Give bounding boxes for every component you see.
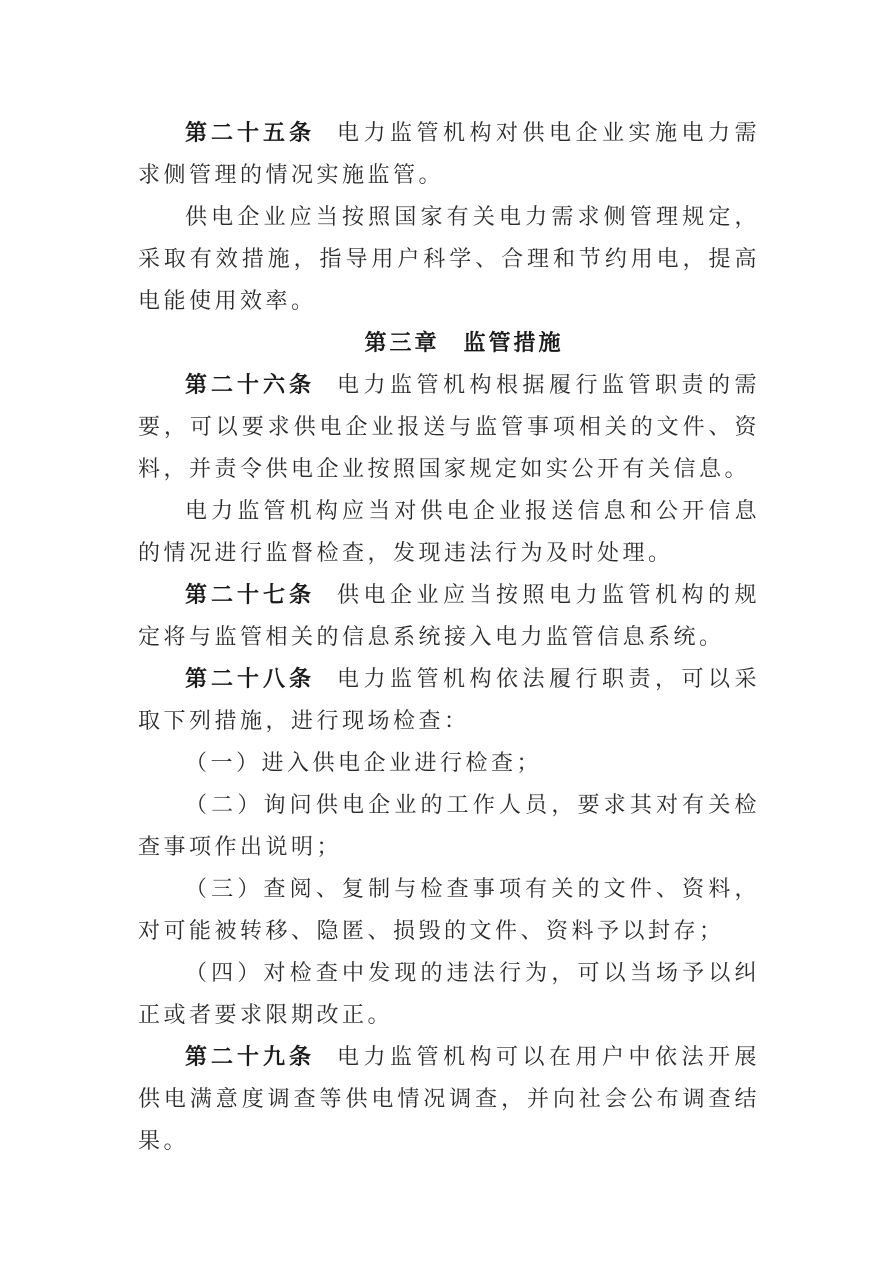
article-label: 第二十八条: [185, 667, 315, 692]
document-body: [138, 113, 760, 1163]
chapter-title: 监管措施: [463, 331, 564, 356]
article-text: 电力监管机构依法履行职责，可以采取下列措施，进行现场检查：: [138, 667, 760, 734]
list-item: （二）询问供电企业的工作人员，要求其对有关检查事项作出说明；: [138, 793, 760, 860]
article-label: 第二十九条: [185, 1045, 315, 1070]
article-text: 电力监管机构根据履行监管职责的需要，可以要求供电企业报送与监管事项相关的文件、资料，并责令供电企业按照国家规定如实公开有关信息。: [138, 373, 760, 482]
article-label: 第二十六条: [185, 373, 315, 398]
article-25: [138, 113, 760, 197]
paragraph: 供电企业应当按照国家有关电力需求侧管理规定，采取有效措施，指导用户科学、合理和节约用电，提高电能使用效率。: [138, 205, 760, 314]
article-label: 第二十五条: [185, 121, 315, 146]
article-text: 供电企业应当按照电力监管机构的规定将与监管相关的信息系统接入电力监管信息系统。: [138, 583, 760, 650]
article-29: [138, 1037, 760, 1163]
article-text: 电力监管机构对供电企业实施电力需求侧管理的情况实施监管。: [138, 121, 760, 188]
article-text: 电力监管机构可以在用户中依法开展供电满意度调查等供电情况调查，并向社会公布调查结果。: [138, 1045, 760, 1154]
article-26: [138, 365, 760, 491]
chapter-number: 第三章: [364, 331, 440, 356]
list-item: （四）对检查中发现的违法行为，可以当场予以纠正或者要求限期改正。: [138, 961, 760, 1028]
paragraph: 电力监管机构应当对供电企业报送信息和公开信息的情况进行监督检查，发现违法行为及时处理。: [138, 499, 760, 566]
article-label: 第二十七条: [185, 583, 315, 608]
chapter-heading: [138, 323, 760, 365]
list-item: （三）查阅、复制与检查事项有关的文件、资料，对可能被转移、隐匿、损毁的文件、资料予以封存；: [138, 877, 760, 944]
article-27: [138, 575, 760, 659]
list-item: （一）进入供电企业进行检查；: [185, 751, 543, 776]
article-28: [138, 659, 760, 743]
